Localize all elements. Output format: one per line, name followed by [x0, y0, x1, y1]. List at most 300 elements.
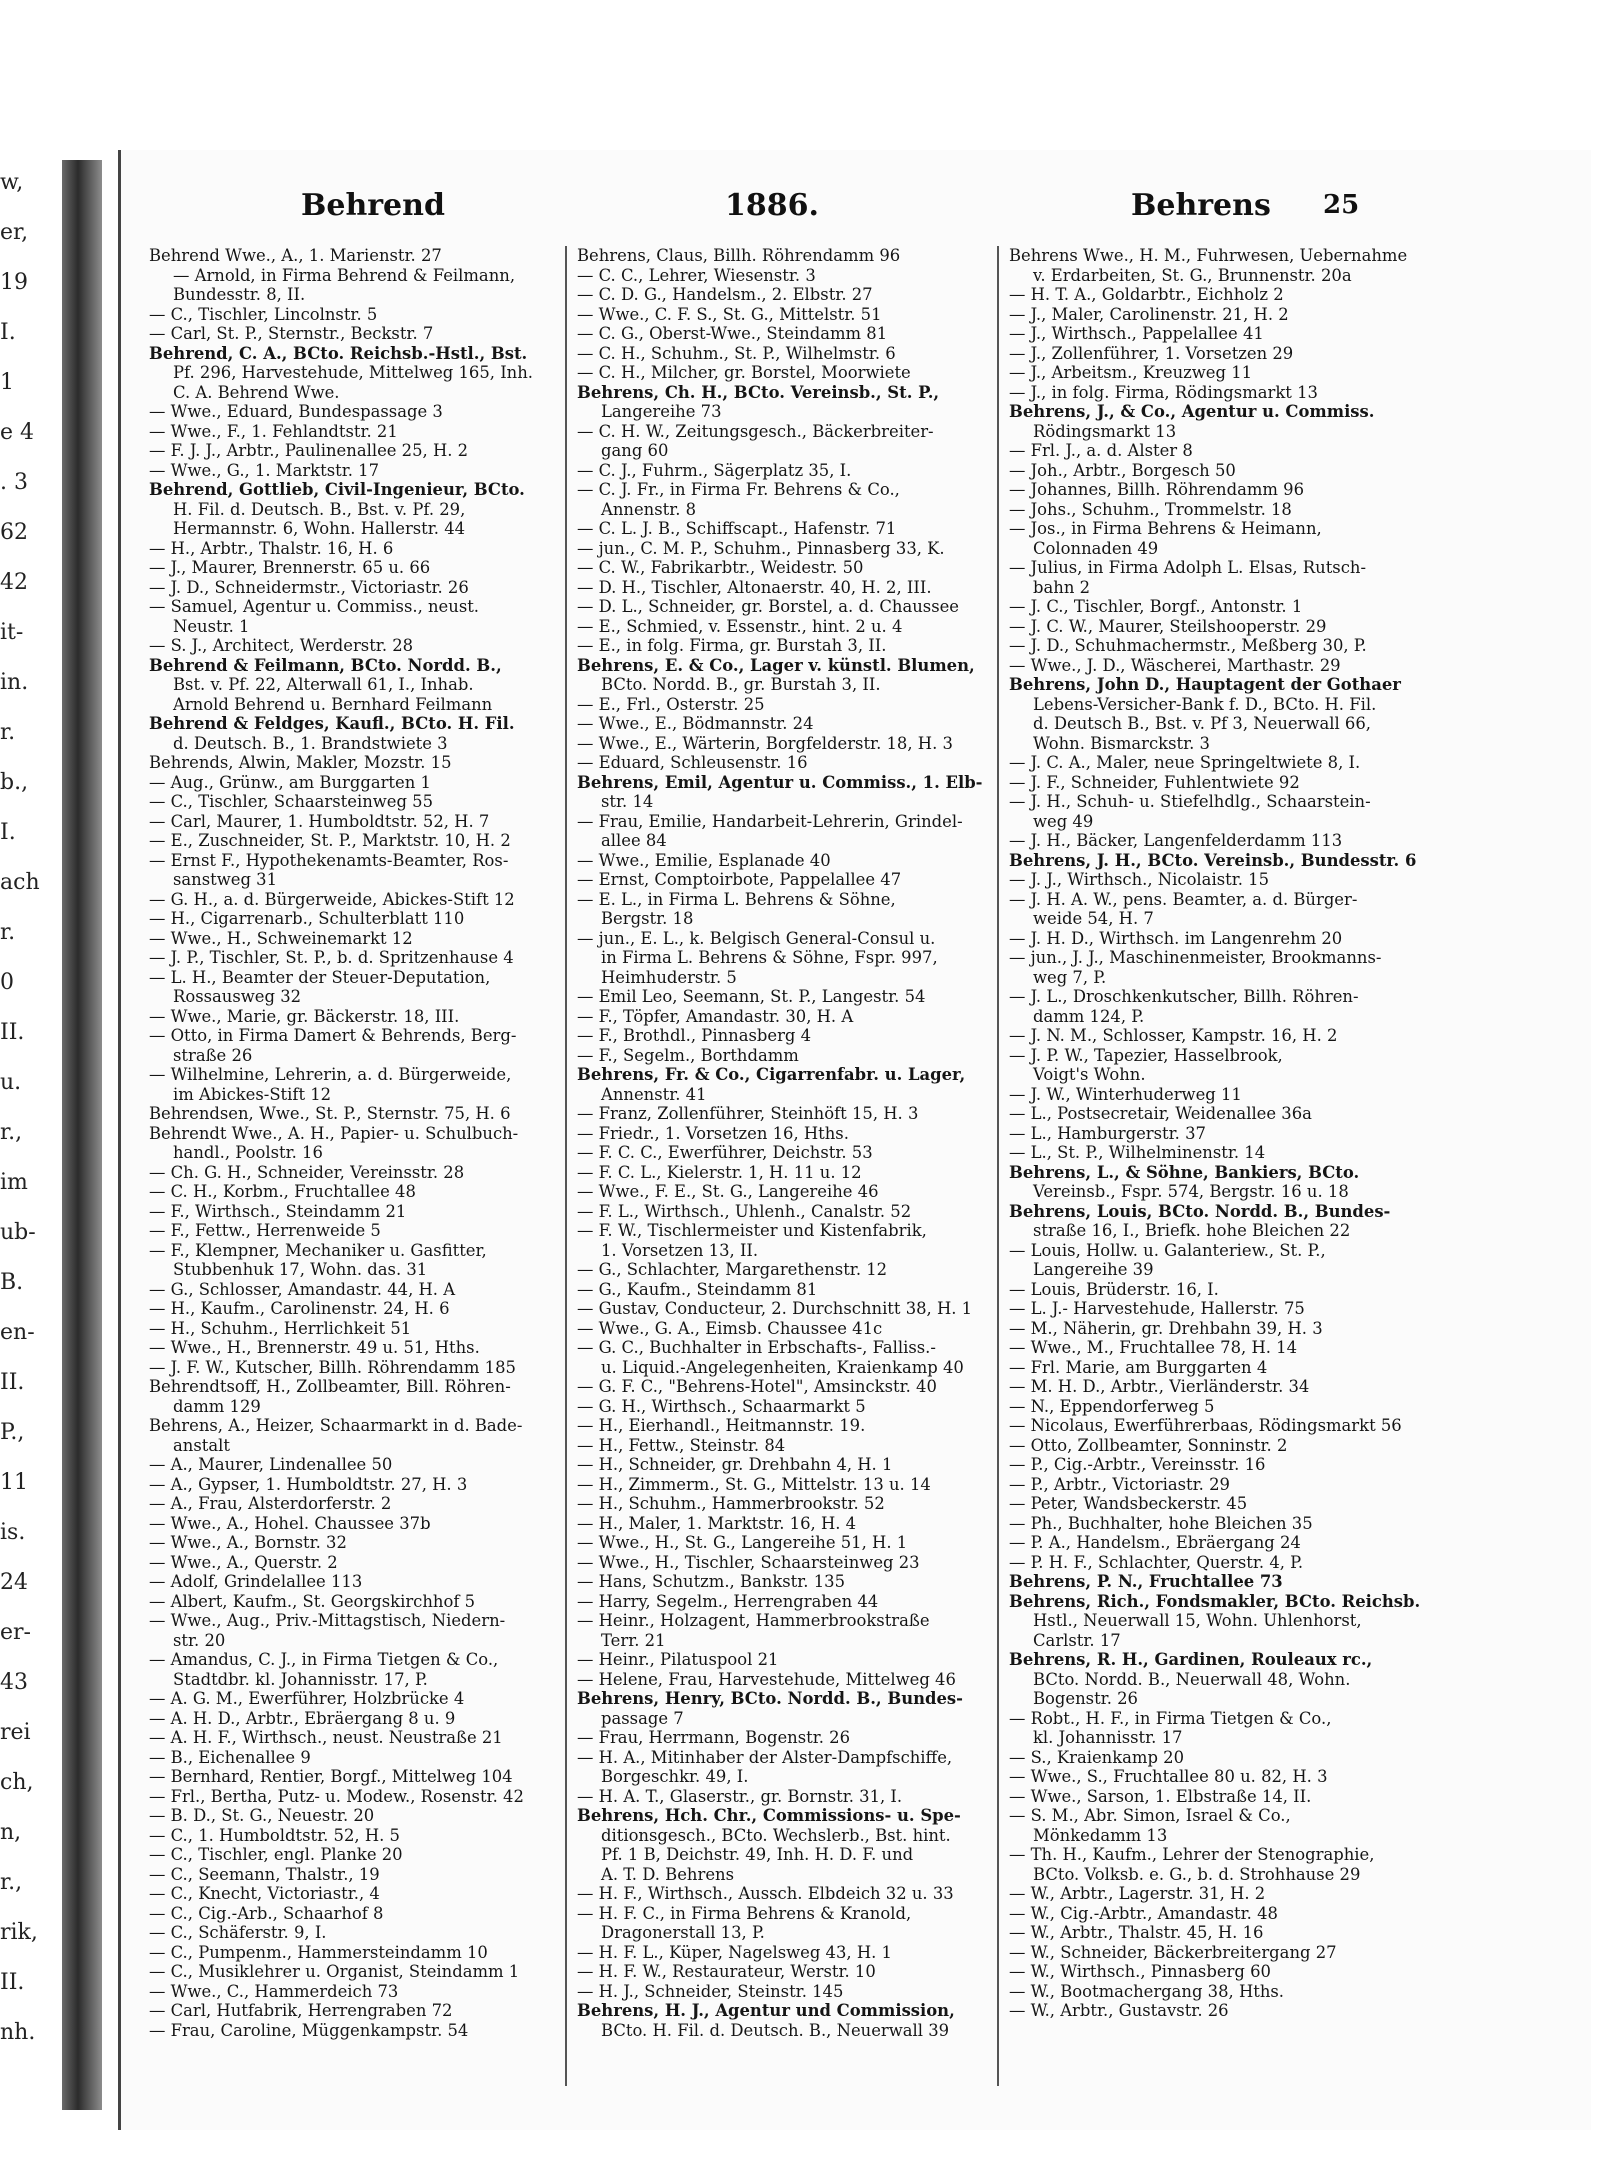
directory-entry-line: — E., Zuschneider, St. P., Marktstr. 10, H. 2	[149, 831, 511, 850]
directory-entry-line: — H., Schuhm., Herrlichkeit 51	[149, 1318, 412, 1338]
previous-page-text: ch,	[0, 1770, 34, 1795]
directory-entry-line: — W., Arbtr., Thalstr. 45, H. 16	[1009, 1923, 1264, 1942]
directory-entry-line: — P. H. F., Schlachter, Querstr. 4, P.	[1009, 1552, 1304, 1572]
directory-entry-line: — Wwe., Sarson, 1. Elbstraße 14, II.	[1009, 1786, 1312, 1806]
directory-entry-line: — G. H., Wirthsch., Schaarmarkt 5	[577, 1396, 866, 1416]
directory-entry-line: bahn 2	[1033, 577, 1091, 597]
directory-entry-line: — Eduard, Schleusenstr. 16	[577, 753, 808, 772]
directory-entry-line: — H., Cigarrenarb., Schulterblatt 110	[149, 909, 465, 928]
directory-entry-line: — C. H., Korbm., Fruchtallee 48	[149, 1182, 416, 1201]
directory-entry-line: — Wwe., E., Wärterin, Borgfelderstr. 18, H. 3	[577, 733, 953, 753]
directory-entry-line: — J., Wirthsch., Pappelallee 41	[1009, 324, 1264, 343]
directory-entry-line: — Harry, Segelm., Herrengraben 44	[577, 1591, 879, 1611]
directory-entry-line: — H. F. C., in Firma Behrens & Kranold,	[577, 1903, 912, 1923]
directory-entry-line: — J. D., Schuhmachermstr., Meßberg 30, P.	[1009, 636, 1367, 655]
directory-entry-line: — Heinr., Holzagent, Hammerbrookstraße	[577, 1611, 930, 1630]
previous-page-text: r.,	[0, 1120, 23, 1145]
directory-entry-line: — E., in folg. Firma, gr. Burstah 3, II.	[577, 636, 887, 655]
previous-page-text: in.	[0, 670, 29, 695]
directory-entry-line: — Wwe., C. F. S., St. G., Mittelstr. 51	[577, 304, 882, 324]
directory-entry-line: handl., Poolstr. 16	[173, 1143, 323, 1162]
directory-entry-line: Hstl., Neuerwall 15, Wohn. Uhlenhorst,	[1033, 1611, 1362, 1630]
directory-entry-line: — C., 1. Humboldtstr. 52, H. 5	[149, 1825, 400, 1845]
previous-page-text: r.,	[0, 1870, 23, 1895]
directory-entry-line: — Wwe., H., Brennerstr. 49 u. 51, Hths.	[149, 1338, 480, 1357]
directory-entry-line: — C. D. G., Handelsm., 2. Elbstr. 27	[577, 285, 873, 304]
previous-page-text: 42	[0, 570, 28, 595]
previous-page-text: nh.	[0, 2020, 36, 2045]
directory-entry-line: — Adolf, Grindelallee 113	[149, 1572, 363, 1591]
directory-entry-line: — J., Zollenführer, 1. Vorsetzen 29	[1009, 343, 1294, 363]
directory-entry-line: — S., Kraienkamp 20	[1009, 1747, 1185, 1767]
directory-entry-line: — W., Arbtr., Lagerstr. 31, H. 2	[1009, 1884, 1266, 1903]
directory-entry-line: d. Deutsch B., Bst. v. Pf 3, Neuerwall 66,	[1033, 714, 1371, 733]
directory-entry-line: — C., Seemann, Thalstr., 19	[149, 1864, 380, 1884]
directory-entry-line: Behrens, J. H., BCto. Vereinsb., Bundesstr. 6	[1009, 850, 1417, 870]
directory-entry-line: — Wwe., S., Fruchtallee 80 u. 82, H. 3	[1009, 1767, 1328, 1786]
directory-entry-line: — P., Arbtr., Victoriastr. 29	[1009, 1474, 1230, 1494]
directory-entry-line: — Otto, in Firma Damert & Behrends, Berg-	[149, 1026, 517, 1045]
column-divider	[997, 246, 999, 2086]
directory-entry-line: — Nicolaus, Ewerführerbaas, Rödingsmarkt 56	[1009, 1416, 1402, 1435]
directory-entry-line: — C., Knecht, Victoriastr., 4	[149, 1884, 380, 1903]
directory-entry-line: — G. C., Buchhalter in Erbschafts-, Falliss.-	[577, 1338, 936, 1357]
directory-entry-line: Behrens, R. H., Gardinen, Rouleaux rc.,	[1009, 1650, 1373, 1669]
directory-entry-line: Behrendtsoff, H., Zollbeamter, Bill. Röhren-	[149, 1377, 511, 1396]
directory-entry-line: Behrens, J., & Co., Agentur u. Commiss.	[1009, 402, 1375, 421]
directory-entry-line: Behrendsen, Wwe., St. P., Sternstr. 75, H. 6	[149, 1104, 511, 1123]
directory-entry-line: — C. H. W., Zeitungsgesch., Bäckerbreiter-	[577, 421, 934, 441]
directory-entry-line: Wohn. Bismarckstr. 3	[1033, 733, 1210, 753]
previous-page-text: w,	[0, 170, 24, 195]
directory-entry-line: damm 124, P.	[1033, 1006, 1145, 1026]
directory-column-3	[1009, 246, 1421, 2021]
directory-entry-line: — W., Bootmachergang 38, Hths.	[1009, 1981, 1285, 2001]
directory-entry-line: Bergstr. 18	[601, 909, 694, 928]
previous-page-text: r.	[0, 720, 16, 745]
directory-entry-line: — Carl, Hutfabrik, Herrengraben 72	[149, 2001, 453, 2020]
directory-entry-line: — J. C., Tischler, Borgf., Antonstr. 1	[1009, 597, 1303, 616]
directory-entry-line: — jun., C. M. P., Schuhm., Pinnasberg 33, K.	[577, 538, 945, 558]
directory-entry-line: weg 7, P.	[1033, 967, 1107, 987]
directory-entry-line: gang 60	[601, 441, 669, 460]
directory-entry-line: — H., Schneider, gr. Drehbahn 4, H. 1	[577, 1455, 893, 1474]
previous-page-text: 24	[0, 1570, 28, 1595]
directory-entry-line: — H., Kaufm., Carolinenstr. 24, H. 6	[149, 1299, 450, 1318]
directory-entry-line: Behrens, Claus, Billh. Röhrendamm 96	[577, 246, 901, 265]
directory-entry-line: — Peter, Wandsbeckerstr. 45	[1009, 1494, 1248, 1513]
previous-page-text: en-	[0, 1320, 35, 1345]
directory-entry-line: — Frau, Herrmann, Bogenstr. 26	[577, 1728, 851, 1747]
directory-entry-line: — F., Klempner, Mechaniker u. Gasfitter,	[149, 1240, 487, 1260]
directory-entry-line: — W., Arbtr., Gustavstr. 26	[1009, 2001, 1229, 2020]
directory-entry-line: weg 49	[1033, 811, 1094, 831]
directory-entry-line: — E., Frl., Osterstr. 25	[577, 694, 765, 714]
directory-entry-line: — Wwe., F., 1. Fehlandtstr. 21	[149, 421, 398, 441]
directory-entry-line: Behrens, John D., Hauptagent der Gothaer	[1009, 675, 1401, 694]
directory-entry-line: Rödingsmarkt 13	[1033, 421, 1177, 441]
directory-entry-line: — J. H. D., Wirthsch. im Langenrehm 20	[1009, 928, 1343, 948]
directory-entry-line: — E., Schmied, v. Essenstr., hint. 2 u. 4	[577, 616, 903, 636]
previous-page-text: rik,	[0, 1920, 38, 1945]
directory-entry-line: Behrens, Hch. Chr., Commissions- u. Spe-	[577, 1806, 961, 1825]
directory-entry-line: — H. F., Wirthsch., Aussch. Elbdeich 32 u. 33	[577, 1884, 954, 1903]
previous-page-text: 1	[0, 370, 14, 395]
directory-entry-line: BCto. Volksb. e. G., b. d. Strohhause 29	[1033, 1864, 1361, 1884]
directory-entry-line: Behrens, Henry, BCto. Nordd. B., Bundes-	[577, 1689, 963, 1708]
directory-entry-line: d. Deutsch. B., 1. Brandstwiete 3	[173, 733, 448, 753]
directory-entry-line: — Heinr., Pilatuspool 21	[577, 1650, 779, 1669]
directory-entry-line: — G. H., a. d. Bürgerweide, Abickes-Stift 12	[149, 889, 515, 909]
directory-entry-line: — J. J., Wirthsch., Nicolaistr. 15	[1009, 870, 1269, 889]
previous-page-text: I.	[0, 820, 16, 845]
directory-entry-line: Behrens, Rich., Fondsmakler, BCto. Reichsb.	[1009, 1591, 1421, 1611]
directory-entry-line: — Wwe., G., 1. Marktstr. 17	[149, 460, 380, 480]
directory-entry-line: Behrends, Alwin, Makler, Mozstr. 15	[149, 753, 452, 772]
directory-entry-line: — A., Gypser, 1. Humboldtstr. 27, H. 3	[149, 1474, 468, 1494]
directory-entry-line: — H. T. A., Goldarbtr., Eichholz 2	[1009, 285, 1284, 304]
book-gutter	[62, 160, 102, 2110]
directory-entry-line: straße 26	[173, 1045, 253, 1065]
previous-page-text: im	[0, 1170, 28, 1195]
previous-page-text: n,	[0, 1820, 22, 1845]
directory-entry-line: Stubbenhuk 17, Wohn. das. 31	[173, 1260, 428, 1279]
directory-entry-line: — G., Schlosser, Amandastr. 44, H. A	[149, 1279, 456, 1299]
directory-entry-line: — F. J. J., Arbtr., Paulinenallee 25, H. 2	[149, 441, 469, 460]
previous-page-text: it-	[0, 620, 24, 645]
previous-page-text: . 3	[0, 470, 28, 495]
directory-entry-line: — F. W., Tischlermeister und Kistenfabrik,	[577, 1221, 927, 1240]
right-catchword: Behrens	[1131, 188, 1271, 223]
directory-entry-line: — B. D., St. G., Neuestr. 20	[149, 1806, 375, 1825]
directory-entry-line: — A. G. M., Ewerführer, Holzbrücke 4	[149, 1689, 465, 1708]
directory-entry-line: — Louis, Brüderstr. 16, I.	[1009, 1279, 1219, 1299]
directory-entry-line: Behrens, A., Heizer, Schaarmarkt in d. Bade-	[149, 1416, 523, 1435]
previous-page-text: I.	[0, 320, 16, 345]
page-header	[121, 188, 1591, 248]
directory-entry-line: — Frl. J., a. d. Alster 8	[1009, 441, 1193, 460]
directory-entry-line: — J. H. A. W., pens. Beamter, a. d. Bürger-	[1009, 889, 1358, 909]
directory-entry-line: — Wwe., Aug., Priv.-Mittagstisch, Niedern-	[149, 1611, 506, 1630]
directory-entry-line: — Frau, Emilie, Handarbeit-Lehrerin, Grindel-	[577, 811, 963, 831]
directory-entry-line: Behrend & Feldges, Kaufl., BCto. H. Fil.	[149, 714, 515, 733]
directory-entry-line: — A., Maurer, Lindenallee 50	[149, 1455, 393, 1474]
previous-page-text: rei	[0, 1720, 31, 1745]
previous-page-text: 62	[0, 520, 28, 545]
directory-entry-line: — J. D., Schneidermstr., Victoriastr. 26	[149, 577, 469, 597]
directory-entry-line: — C. L. J. B., Schiffscapt., Hafenstr. 71	[577, 519, 897, 538]
directory-entry-line: — Amandus, C. J., in Firma Tietgen & Co.,	[149, 1650, 499, 1669]
directory-entry-line: Bundesstr. 8, II.	[173, 285, 306, 304]
directory-entry-line: — J. P., Tischler, St. P., b. d. Spritzenhause 4	[149, 948, 514, 967]
directory-entry-line: — H., Zimmerm., St. G., Mittelstr. 13 u. 14	[577, 1474, 931, 1494]
directory-entry-line: — J. C. W., Maurer, Steilshooperstr. 29	[1009, 616, 1327, 636]
directory-entry-line: — C., Pumpenm., Hammersteindamm 10	[149, 1942, 488, 1962]
directory-entry-line: Hermannstr. 6, Wohn. Hallerstr. 44	[173, 519, 466, 538]
directory-entry-line: Colonnaden 49	[1033, 538, 1159, 558]
directory-entry-line: Annenstr. 41	[601, 1084, 707, 1104]
directory-entry-line: Behrens Wwe., H. M., Fuhrwesen, Uebernahme	[1009, 246, 1408, 265]
previous-page-text: 19	[0, 270, 28, 295]
directory-entry-line: — Wwe., J. D., Wäscherei, Marthastr. 29	[1009, 655, 1341, 675]
directory-entry-line: — Albert, Kaufm., St. Georgskirchhof 5	[149, 1591, 476, 1611]
directory-entry-line: — Jos., in Firma Behrens & Heimann,	[1009, 519, 1322, 538]
directory-entry-line: — F., Segelm., Borthdamm	[577, 1045, 799, 1065]
directory-entry-line: Behrens, P. N., Fruchtallee 73	[1009, 1572, 1283, 1591]
directory-entry-line: — J. L., Droschkenkutscher, Billh. Röhren-	[1009, 987, 1359, 1006]
directory-entry-line: — C., Schäferstr. 9, I.	[149, 1923, 327, 1942]
directory-entry-line: — Franz, Zollenführer, Steinhöft 15, H. 3	[577, 1104, 919, 1123]
directory-entry-line: — Aug., Grünw., am Burggarten 1	[149, 772, 431, 792]
directory-entry-line: straße 16, I., Briefk. hohe Bleichen 22	[1033, 1221, 1351, 1240]
directory-entry-line: — A. H. D., Arbtr., Ebräergang 8 u. 9	[149, 1708, 456, 1728]
directory-entry-line: — S. J., Architect, Werderstr. 28	[149, 636, 414, 655]
directory-entry-line: Behrendt Wwe., A. H., Papier- u. Schulbuch-	[149, 1123, 519, 1143]
directory-page	[118, 150, 1591, 2130]
directory-entry-line: Behrend & Feilmann, BCto. Nordd. B.,	[149, 655, 502, 675]
directory-entry-line: — J. F. W., Kutscher, Billh. Röhrendamm 185	[149, 1357, 516, 1377]
directory-entry-line: — Frl. Marie, am Burggarten 4	[1009, 1357, 1268, 1377]
directory-entry-line: anstalt	[173, 1435, 230, 1455]
directory-entry-line: Bogenstr. 26	[1033, 1689, 1138, 1708]
directory-entry-line: — D. L., Schneider, gr. Borstel, a. d. Chaussee	[577, 597, 960, 616]
directory-entry-line: Terr. 21	[601, 1630, 666, 1650]
directory-entry-line: — H., Eierhandl., Heitmannstr. 19.	[577, 1416, 866, 1435]
directory-entry-line: — Bernhard, Rentier, Borgf., Mittelweg 104	[149, 1767, 513, 1786]
directory-entry-line: — C. C., Lehrer, Wiesenstr. 3	[577, 265, 816, 285]
previous-page-text: 0	[0, 970, 14, 995]
directory-entry-line: — J., Arbeitsm., Kreuzweg 11	[1009, 363, 1253, 382]
directory-entry-line: — M. H. D., Arbtr., Vierländerstr. 34	[1009, 1377, 1310, 1396]
directory-entry-line: — L., Postsecretair, Weidenallee 36a	[1009, 1104, 1312, 1123]
directory-entry-line: Langereihe 73	[601, 402, 722, 421]
directory-entry-line: — G. F. C., "Behrens-Hotel", Amsinckstr. 40	[577, 1377, 937, 1396]
directory-column-2	[577, 246, 989, 2040]
directory-entry-line: — Wwe., Marie, gr. Bäckerstr. 18, III.	[149, 1006, 460, 1026]
previous-page-text: er,	[0, 220, 29, 245]
directory-entry-line: — Frau, Caroline, Müggenkampstr. 54	[149, 2020, 469, 2040]
directory-entry-line: — J., Maler, Carolinenstr. 21, H. 2	[1009, 304, 1289, 324]
page-number: 25	[1323, 190, 1360, 220]
directory-entry-line: A. T. D. Behrens	[601, 1864, 734, 1884]
directory-entry-line: Behrens, L., & Söhne, Bankiers, BCto.	[1009, 1162, 1360, 1182]
directory-entry-line: — P., Cig.-Arbtr., Vereinsstr. 16	[1009, 1455, 1266, 1474]
directory-entry-line: BCto. H. Fil. d. Deutsch. B., Neuerwall 39	[601, 2020, 950, 2040]
previous-page-text: II.	[0, 1370, 25, 1395]
directory-entry-line: — M., Näherin, gr. Drehbahn 39, H. 3	[1009, 1318, 1323, 1338]
directory-entry-line: Behrend, C. A., BCto. Reichsb.-Hstl., Bst.	[149, 343, 528, 363]
previous-page-text: u.	[0, 1070, 22, 1095]
directory-entry-line: Behrens, H. J., Agentur und Commission,	[577, 2001, 955, 2020]
previous-page-text: er-	[0, 1620, 31, 1645]
directory-entry-line: — J., Maurer, Brennerstr. 65 u. 66	[149, 558, 431, 577]
directory-entry-line: — Julius, in Firma Adolph L. Elsas, Rutsch-	[1009, 558, 1366, 577]
previous-page-text: 43	[0, 1670, 28, 1695]
directory-entry-line: Pf. 1 B, Deichstr. 49, Inh. H. D. F. und	[601, 1845, 914, 1864]
directory-entry-line: Arnold Behrend u. Bernhard Feilmann	[173, 694, 493, 714]
directory-entry-line: — jun., J. J., Maschinenmeister, Brookmanns-	[1009, 948, 1382, 967]
directory-entry-line: — N., Eppendorferweg 5	[1009, 1396, 1215, 1416]
directory-entry-line: sanstweg 31	[173, 870, 278, 889]
directory-entry-line: — Wwe., A., Hohel. Chaussee 37b	[149, 1513, 431, 1533]
directory-entry-line: — C., Cig.-Arb., Schaarhof 8	[149, 1903, 384, 1923]
directory-entry-line: — L. H., Beamter der Steuer-Deputation,	[149, 967, 491, 987]
directory-entry-line: — Ernst, Comptoirbote, Pappelallee 47	[577, 870, 902, 889]
directory-entry-line: — F. L., Wirthsch., Uhlenh., Canalstr. 52	[577, 1201, 912, 1221]
previous-page-fragment	[0, 150, 62, 2050]
directory-entry-line: Behrend, Gottlieb, Civil-Ingenieur, BCto.	[149, 480, 525, 499]
directory-entry-line: — C. J., Fuhrm., Sägerplatz 35, I.	[577, 460, 852, 480]
directory-entry-line: — F., Brothdl., Pinnasberg 4	[577, 1026, 812, 1045]
directory-entry-line: — Otto, Zollbeamter, Sonninstr. 2	[1009, 1435, 1288, 1455]
directory-entry-line: Borgeschkr. 49, I.	[601, 1767, 749, 1786]
directory-entry-line: — J. N. M., Schlosser, Kampstr. 16, H. 2	[1009, 1026, 1338, 1045]
directory-entry-line: — E. L., in Firma L. Behrens & Söhne,	[577, 889, 896, 909]
directory-entry-line: Dragonerstall 13, P.	[601, 1923, 765, 1942]
directory-entry-line: — W., Wirthsch., Pinnasberg 60	[1009, 1962, 1271, 1981]
directory-entry-line: — Ch. G. H., Schneider, Vereinsstr. 28	[149, 1162, 465, 1182]
previous-page-text: 11	[0, 1470, 28, 1495]
directory-entry-line: — Wwe., A., Querstr. 2	[149, 1552, 338, 1572]
directory-entry-line: — Wwe., M., Fruchtallee 78, H. 14	[1009, 1338, 1298, 1357]
directory-entry-line: Behrens, Louis, BCto. Nordd. B., Bundes-	[1009, 1201, 1391, 1221]
directory-entry-line: BCto. Nordd. B., gr. Burstah 3, II.	[601, 675, 881, 694]
previous-page-text: II.	[0, 1020, 25, 1045]
left-catchword: Behrend	[301, 188, 445, 223]
directory-entry-line: — H., Maler, 1. Marktstr. 16, H. 4	[577, 1513, 857, 1533]
directory-entry-line: Behrens, Fr. & Co., Cigarrenfabr. u. Lager,	[577, 1065, 966, 1084]
directory-entry-line: Neustr. 1	[173, 616, 250, 636]
directory-entry-line: Lebens-Versicher-Bank f. D., BCto. H. Fil.	[1033, 694, 1377, 714]
column-divider	[565, 246, 567, 2086]
directory-entry-line: — H. F. W., Restaurateur, Werstr. 10	[577, 1962, 876, 1981]
directory-entry-line: ditionsgesch., BCto. Wechslerb., Bst. hint.	[601, 1825, 951, 1845]
directory-entry-line: — Samuel, Agentur u. Commiss., neust.	[149, 597, 480, 616]
directory-entry-line: — H., Arbtr., Thalstr. 16, H. 6	[149, 538, 394, 558]
directory-entry-line: — Carl, St. P., Sternstr., Beckstr. 7	[149, 324, 434, 343]
directory-entry-line: — J. H., Schuh- u. Stiefelhdlg., Schaarstein-	[1009, 792, 1371, 811]
directory-entry-line: — L., St. P., Wilhelminenstr. 14	[1009, 1143, 1266, 1162]
directory-entry-line: — B., Eichenallee 9	[149, 1747, 311, 1767]
previous-page-text: P.,	[0, 1420, 25, 1445]
directory-entry-line: — H. A., Mitinhaber der Alster-Dampfschiffe,	[577, 1747, 953, 1767]
directory-entry-line: — Johannes, Billh. Röhrendamm 96	[1009, 480, 1305, 499]
previous-page-text: ub-	[0, 1220, 36, 1245]
directory-entry-line: — Hans, Schutzm., Bankstr. 135	[577, 1572, 846, 1591]
directory-entry-line: — Johs., Schuhm., Trommelstr. 18	[1009, 499, 1292, 519]
directory-entry-line: Mönkedamm 13	[1033, 1825, 1168, 1845]
previous-page-text: B.	[0, 1270, 24, 1295]
directory-entry-line: damm 129	[173, 1396, 261, 1416]
directory-entry-line: Voigt's Wohn.	[1033, 1065, 1146, 1084]
directory-entry-line: H. Fil. d. Deutsch. B., Bst. v. Pf. 29,	[173, 499, 466, 519]
directory-entry-line: Vereinsb., Fspr. 574, Bergstr. 16 u. 18	[1033, 1182, 1349, 1201]
directory-entry-line: str. 14	[601, 792, 654, 811]
directory-entry-line: — Wwe., C., Hammerdeich 73	[149, 1981, 399, 2001]
directory-entry-line: Heimhuderstr. 5	[601, 967, 737, 987]
directory-entry-line: — G., Schlachter, Margarethenstr. 12	[577, 1260, 888, 1279]
directory-entry-line: — Emil Leo, Seemann, St. P., Langestr. 54	[577, 987, 926, 1006]
directory-entry-line: — Wwe., Eduard, Bundespassage 3	[149, 402, 443, 421]
page-year: 1886.	[725, 188, 819, 223]
directory-entry-line: — S. M., Abr. Simon, Israel & Co.,	[1009, 1806, 1291, 1825]
directory-entry-line: — W., Schneider, Bäckerbreitergang 27	[1009, 1942, 1337, 1962]
previous-page-text: e 4	[0, 420, 35, 445]
directory-entry-line: — C., Musiklehrer u. Organist, Steindamm 1	[149, 1962, 520, 1981]
directory-entry-line: — Wwe., A., Bornstr. 32	[149, 1533, 347, 1552]
directory-column-1	[149, 246, 561, 2040]
directory-entry-line: — A., Frau, Alsterdorferstr. 2	[149, 1494, 392, 1513]
directory-entry-line: — Louis, Hollw. u. Galanteriew., St. P.,	[1009, 1240, 1326, 1260]
directory-entry-line: Pf. 296, Harvestehude, Mittelweg 165, Inh.	[173, 363, 533, 382]
directory-entry-line: — C. J. Fr., in Firma Fr. Behrens & Co.,	[577, 480, 900, 499]
directory-entry-line: — H. A. T., Glaserstr., gr. Bornstr. 31, I.	[577, 1786, 903, 1806]
directory-entry-line: — L., Hamburgerstr. 37	[1009, 1123, 1206, 1143]
directory-entry-line: 1. Vorsetzen 13, II.	[601, 1240, 759, 1260]
directory-entry-line: — F., Töpfer, Amandastr. 30, H. A	[577, 1006, 854, 1026]
directory-entry-line: Annenstr. 8	[601, 499, 697, 519]
directory-entry-line: — J. W., Winterhuderweg 11	[1009, 1084, 1242, 1104]
directory-entry-line: — D. H., Tischler, Altonaerstr. 40, H. 2, III.	[577, 577, 932, 597]
directory-entry-line: — J. P. W., Tapezier, Hasselbrook,	[1009, 1045, 1283, 1065]
previous-page-text: is.	[0, 1520, 26, 1545]
directory-entry-line: — C. H., Milcher, gr. Borstel, Moorwiete	[577, 363, 911, 382]
directory-entry-line: — Friedr., 1. Vorsetzen 16, Hths.	[577, 1123, 849, 1143]
directory-entry-line: Behrens, E. & Co., Lager v. künstl. Blumen,	[577, 655, 975, 675]
previous-page-text: r.	[0, 920, 16, 945]
directory-entry-line: — F., Fettw., Herrenweide 5	[149, 1221, 381, 1240]
directory-entry-line: — Carl, Maurer, 1. Humboldtstr. 52, H. 7	[149, 811, 490, 831]
directory-entry-line: — Gustav, Conducteur, 2. Durchschnitt 38, H. 1	[577, 1299, 973, 1318]
directory-entry-line: — Arnold, in Firma Behrend & Feilmann,	[173, 265, 516, 285]
directory-entry-line: — J. F., Schneider, Fuhlentwiete 92	[1009, 772, 1300, 792]
directory-entry-line: in Firma L. Behrens & Söhne, Fspr. 997,	[601, 948, 938, 967]
directory-entry-line: Rossausweg 32	[173, 987, 302, 1006]
directory-entry-line: — F. C. L., Kielerstr. 1, H. 11 u. 12	[577, 1162, 862, 1182]
directory-entry-line: C. A. Behrend Wwe.	[173, 382, 340, 402]
directory-entry-line: — F., Wirthsch., Steindamm 21	[149, 1201, 407, 1221]
directory-entry-line: — C., Tischler, Lincolnstr. 5	[149, 304, 378, 324]
directory-entry-line: — J. H., Bäcker, Langenfelderdamm 113	[1009, 831, 1343, 850]
directory-entry-line: — C. G., Oberst-Wwe., Steindamm 81	[577, 324, 888, 343]
directory-entry-line: Carlstr. 17	[1033, 1630, 1121, 1650]
directory-entry-line: — L. J.- Harvestehude, Hallerstr. 75	[1009, 1299, 1305, 1318]
directory-entry-line: — H., Fettw., Steinstr. 84	[577, 1435, 786, 1455]
directory-entry-line: Behrens, Ch. H., BCto. Vereinsb., St. P.,	[577, 382, 940, 402]
directory-entry-line: — A. H. F., Wirthsch., neust. Neustraße 21	[149, 1728, 503, 1747]
directory-entry-line: — Wwe., H., St. G., Langereihe 51, H. 1	[577, 1533, 908, 1552]
directory-entry-line: — Wwe., H., Tischler, Schaarsteinweg 23	[577, 1552, 920, 1572]
directory-entry-line: — C., Tischler, Schaarsteinweg 55	[149, 792, 434, 811]
directory-entry-line: kl. Johannisstr. 17	[1033, 1728, 1183, 1747]
directory-entry-line: — H., Schuhm., Hammerbrookstr. 52	[577, 1494, 885, 1513]
directory-entry-line: — Ph., Buchhalter, hohe Bleichen 35	[1009, 1513, 1313, 1533]
directory-entry-line: — Ernst F., Hypothekenamts-Beamter, Ros-	[149, 850, 509, 870]
directory-entry-line: — C., Tischler, engl. Planke 20	[149, 1845, 403, 1864]
directory-entry-line: — J., in folg. Firma, Rödingsmarkt 13	[1009, 382, 1318, 402]
directory-entry-line: v. Erdarbeiten, St. G., Brunnenstr. 20a	[1033, 265, 1352, 285]
directory-entry-line: — F. C. C., Ewerführer, Deichstr. 53	[577, 1143, 873, 1162]
directory-entry-line: BCto. Nordd. B., Neuerwall 48, Wohn.	[1033, 1669, 1351, 1689]
directory-entry-line: — Wwe., F. E., St. G., Langereihe 46	[577, 1182, 879, 1201]
directory-entry-line: — G., Kaufm., Steindamm 81	[577, 1279, 818, 1299]
directory-entry-line: — Wwe., E., Bödmannstr. 24	[577, 714, 814, 733]
directory-entry-line: — Wwe., G. A., Eimsb. Chaussee 41c	[577, 1318, 883, 1338]
previous-page-text: II.	[0, 1970, 25, 1995]
directory-entry-line: — Joh., Arbtr., Borgesch 50	[1009, 460, 1236, 480]
previous-page-text: ach	[0, 870, 40, 895]
directory-entry-line: — Wilhelmine, Lehrerin, a. d. Bürgerweide,	[149, 1065, 512, 1084]
